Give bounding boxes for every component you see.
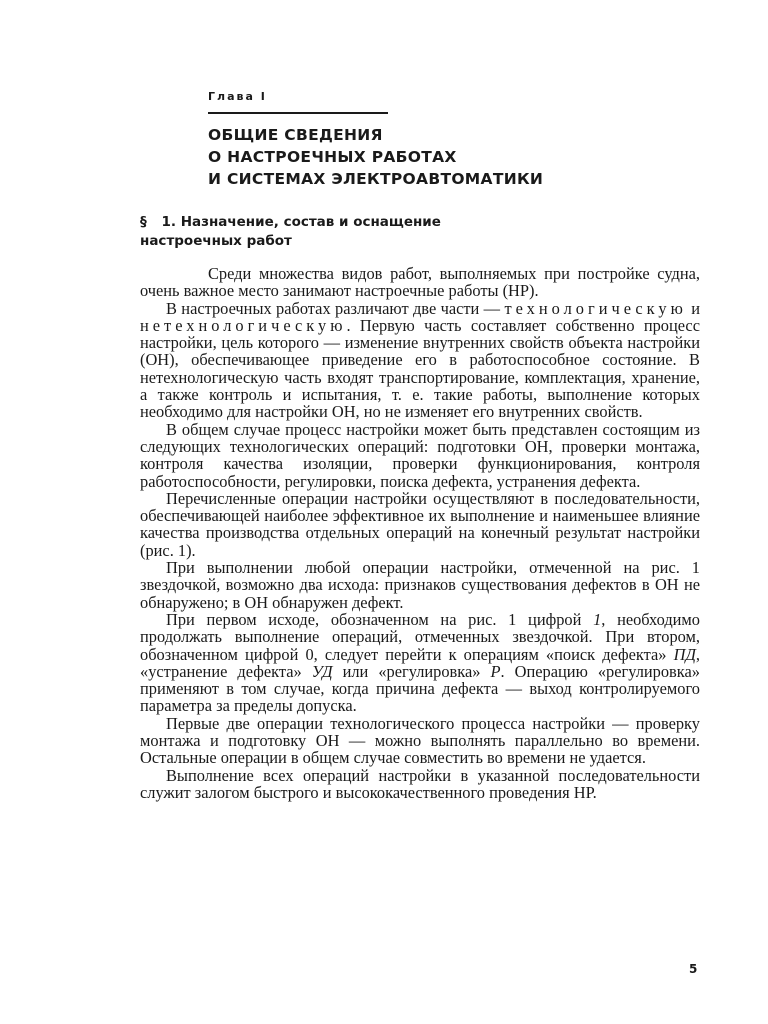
italic-symbol: Р [490,661,501,681]
emphasized-term: технологическую [504,298,687,318]
paragraph: При первом исходе, обозначенном на рис. 1 цифрой 1, необходимо продолжать выполнение операций, отмеченных звездочкой. При втором, обозначенном цифрой 0, следует перейти к операциям «поиск дефекта» ПД, «устранение дефекта» УД или «регулировка» Р. Операцию «регулировка» применяют в том случае, когда причина дефекта — выход контролируемого параметра за пределы допуска. [140,609,700,716]
paragraph: В общем случае процесс настройки может быть представлен состоящим из следующих технологических операций: подготовки ОН, проверки монтажа, контроля качества изоляции, проверки функционирования, контроля работоспособности, регулировки, поиска дефекта, устранения дефекта. [140,419,700,491]
chapter-title-line: ОБЩИЕ СВЕДЕНИЯ [208,126,383,144]
body-text [140,265,700,801]
italic-symbol: УД [311,661,333,681]
section-sign: § [140,214,147,230]
section-number: 1. [161,214,176,230]
chapter-title-line: О НАСТРОЕЧНЫХ РАБОТАХ [208,148,457,166]
italic-symbol: ПД [673,644,696,664]
paragraph: В настроечных работах различают две части — технологическую и нетехнологическую. Первую часть составляет собственно процесс настройки, цель которого — изменение внутренних свойств объекта настройки (ОН), обеспечивающее приведение его в работоспособное состояние. В нетехнологическую часть входят транспортирование, комплектация, хранение, а также контроль и испытания, т. е. такие работы, выполнение которых необходимо для настройки ОН, но не изменяет его внутренних свойств. [140,298,700,422]
section-title-line: Назначение, состав и оснащение [180,214,441,230]
chapter-title [208,124,568,190]
chapter-label: Глава I [208,90,267,103]
section-title-line: настроечных работ [140,233,292,249]
paragraph: Первые две операции технологического процесса настройки — проверку монтажа и подготовку ОН — можно выполнять параллельно во времени. Остальные операции в общем случае совместить во времени не удается. [140,713,700,768]
italic-symbol: 1 [593,609,602,629]
chapter-title-line: И СИСТЕМАХ ЭЛЕКТРОАВТОМАТИКИ [208,170,544,188]
page-number: 5 [689,962,698,976]
chapter-rule [208,112,388,114]
section-heading [140,213,560,251]
paragraph: При выполнении любой операции настройки, отмеченной на рис. 1 звездочкой, возможно два исхода: признаков существования дефектов в ОН не обнаружено; в ОН обнаружен дефект. [140,558,700,612]
paragraph: Перечисленные операции настройки осуществляют в последовательности, обеспечивающей наиболее эффективное их выполнение и наименьшее влияние качества производства отдельных операций на конечный результат настройки (рис. 1). [140,488,700,560]
paragraph: Выполнение всех операций настройки в указанной последовательности служит залогом быстрого и высококачественного проведения НР. [140,765,700,802]
paragraph: Среди множества видов работ, выполняемых при постройке судна, очень важное место занимают настроечные работы (НР). [140,264,700,301]
emphasized-term: нетехнологическую [140,315,347,335]
